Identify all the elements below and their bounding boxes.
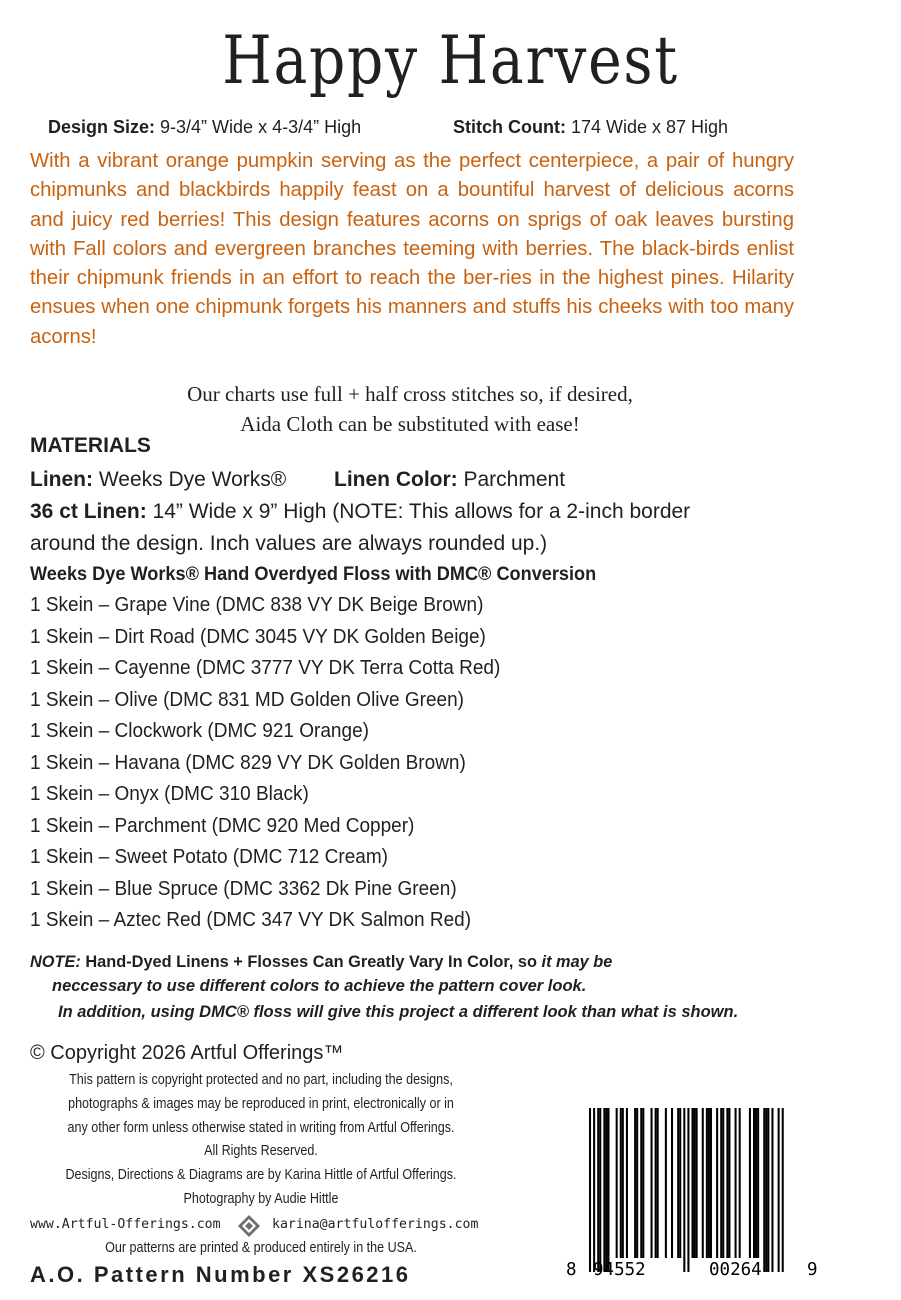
stitch-count-value: 174 Wide x 87 High [565,117,729,137]
legal-line: Photography by Audie Hittle [183,1191,339,1207]
barcode-bar [722,1108,724,1258]
barcode-digit-left: 8 [566,1260,577,1280]
legal-line: All Rights Reserved. [204,1143,318,1159]
barcode-bar [626,1108,628,1258]
barcode-bar [778,1108,780,1272]
barcode-bar [706,1108,708,1258]
email-link[interactable]: karina@artfulofferings.com [272,1217,479,1232]
barcode-bar [692,1108,694,1258]
barcode-bar [599,1108,601,1272]
skein-item: 1 Skein – Parchment (DMC 920 Med Copper) [30,814,415,837]
stitch-note-line-2: Aida Cloth can be substituted with ease! [240,412,580,436]
barcode-bar [616,1108,618,1258]
barcode-bar [642,1108,644,1258]
materials-heading: MATERIALS [30,434,151,457]
design-size-value: 9-3/4” Wide x 4-3/4” High [155,117,362,137]
barcode-bar [765,1108,767,1272]
note-label: NOTE: [30,953,81,971]
skein-item: 1 Skein – Grape Vine (DMC 838 VY DK Beige Brown) [30,594,484,616]
made-in-usa: Our patterns are printed & produced entirely in the USA. [105,1240,417,1256]
barcode-bar [622,1108,624,1258]
linen-count-line [30,500,690,524]
linen-count-label: 36 ct Linen: [30,500,147,523]
skein-item: 1 Skein – Onyx (DMC 310 Black) [30,783,309,805]
skein-item: 1 Skein – Cayenne (DMC 3777 VY DK Terra Cotta Red) [30,657,501,679]
barcode-bar [763,1108,765,1272]
design-size [48,117,361,138]
stitch-count [453,117,728,138]
stitch-note-line-1: Our charts use full + half cross stitches so, if desired, [187,382,633,406]
pattern-number: A.O. Pattern Number XS26216 [30,1262,411,1287]
linen-color-label: Linen Color: [334,468,458,491]
linen-value: Weeks Dye Works® [93,468,287,491]
barcode-digit-group-1: 94552 [593,1260,646,1280]
barcode-bar [683,1108,685,1272]
barcode-bar [597,1108,599,1272]
barcode-bar [694,1108,696,1258]
page-title: Happy Harvest [222,22,679,99]
barcode-bar [755,1108,757,1258]
skein-item: 1 Skein – Dirt Road (DMC 3045 VY DK Golden Beige) [30,625,486,648]
barcode-bar [605,1108,607,1272]
barcode-bar [720,1108,722,1258]
note-text: Hand-Dyed Linens + Flosses Can Greatly Vary In Color, so [80,953,542,971]
legal-line: any other form unless otherwise stated in writing from Artful Offerings. [67,1120,455,1136]
barcode-bar [655,1108,657,1258]
website-link[interactable]: www.Artful-Offerings.com [30,1217,221,1232]
barcode-bar [749,1108,751,1258]
barcode-bar [696,1108,698,1258]
note-line-1 [30,953,822,972]
barcode-bar [679,1108,681,1258]
barcode-bar [702,1108,704,1258]
barcode-bar [753,1108,755,1258]
barcode-bar [716,1108,718,1258]
barcode-bar [726,1108,728,1258]
linen-color-value: Parchment [457,468,566,491]
note-line-2: neccessary to use different colors to achieve the pattern cover look. [52,977,587,995]
skein-item: 1 Skein – Sweet Potato (DMC 712 Cream) [30,846,388,868]
barcode-bar [782,1108,784,1272]
barcode-bar [767,1108,769,1272]
skein-item: 1 Skein – Havana (DMC 829 VY DK Golden Brown) [30,751,466,774]
barcode-bar [735,1108,737,1258]
barcode-bar [757,1108,759,1258]
note-text-italic: it may be [541,953,613,971]
copyright: © Copyright 2026 Artful Offerings™ [30,1042,344,1064]
barcode-bar [620,1108,622,1258]
barcode-bar [636,1108,638,1258]
description: With a vibrant orange pumpkin serving as the perfect centerpiece, a pair of hungry chipmunks and blackbirds happily feast on a bountiful harvest of delicious acorns and juicy red berries! This design features acorns on sprigs of oak leaves bursting with Fall colors and evergreen branches teeming with berries. The black-birds enlist their chipmunk friends in an effort to reach the ber-ries in the highest pines. Hilarity ensues when one chipmunk forgets his manners and stuffs his cheeks with too many acorns! [30,150,794,348]
stitch-count-label: Stitch Count: [453,117,566,137]
barcode-bar [710,1108,712,1258]
barcode-bars [566,1108,828,1286]
note-line-3: In addition, using DMC® floss will give this project a different look than what is shown. [58,1003,739,1021]
barcode-bar [640,1108,642,1258]
barcode-digit-right: 9 [807,1260,818,1280]
diamond-ornament-icon [237,1214,261,1238]
skein-item: 1 Skein – Clockwork (DMC 921 Orange) [30,720,369,742]
barcode-bar [739,1108,741,1258]
barcode-bar [771,1108,773,1272]
barcode-bar [651,1108,653,1258]
skein-item: 1 Skein – Blue Spruce (DMC 3362 Dk Pine Green) [30,877,457,900]
barcode-digit-group-2: 00264 [709,1260,762,1280]
linen-label: Linen: [30,468,93,491]
barcode-bar [677,1108,679,1258]
barcode-bar [634,1108,636,1258]
legal-line: Designs, Directions & Diagrams are by Karina Hittle of Artful Offerings. [65,1167,457,1183]
linen-count-continued: around the design. Inch values are always rounded up.) [30,532,548,555]
legal-line: This pattern is copyright protected and no part, including the designs, [69,1072,453,1088]
floss-heading: Weeks Dye Works® Hand Overdyed Floss with DMC® Conversion [30,563,597,585]
design-size-label: Design Size: [48,117,156,137]
barcode-bar [603,1108,605,1272]
barcode-bar [687,1108,689,1272]
barcode-bar [665,1108,667,1258]
linen-line [30,468,286,492]
barcode-bar [589,1108,591,1272]
skein-item: 1 Skein – Aztec Red (DMC 347 VY DK Salmon Red) [30,909,472,931]
skein-item: 1 Skein – Olive (DMC 831 MD Golden Olive Green) [30,688,465,711]
linen-count-value: 14” Wide x 9” High (NOTE: This allows for a 2-inch border [146,500,691,523]
barcode-bar [607,1108,609,1272]
barcode [566,1108,828,1286]
barcode-bar [708,1108,710,1258]
barcode-bar [671,1108,673,1258]
barcode-bar [728,1108,730,1258]
linen-color-line [334,468,565,492]
barcode-bar [593,1108,595,1272]
legal-line: photographs & images may be reproduced in print, electronically or in [68,1096,454,1112]
barcode-bar [657,1108,659,1258]
